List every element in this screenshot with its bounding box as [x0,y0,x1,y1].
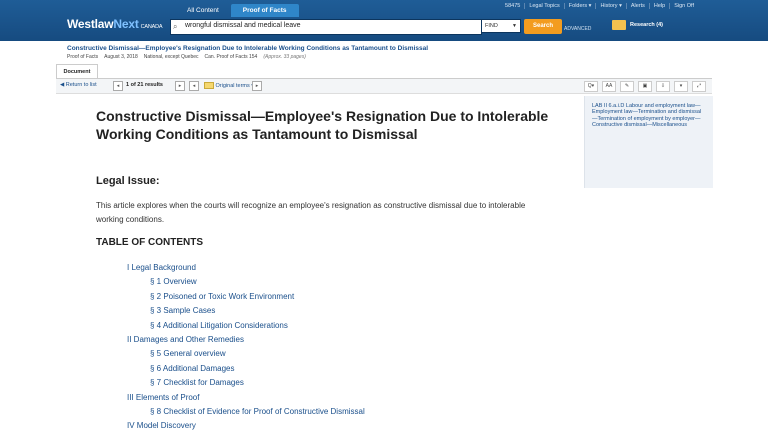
page-title: Constructive Dismissal—Employee's Resignation Due to Intolerable Working Conditions as Tantamount to Dismissal [96,108,549,142]
document-meta [67,54,306,60]
search-input[interactable]: wrongful dismissal and medical leave [185,22,301,29]
search-within-icon[interactable]: Q▾ [584,81,598,92]
top-navigation-bar [0,0,768,41]
content-tabs [175,4,299,17]
research-folder-button[interactable] [612,20,663,30]
original-terms-label: Original terms [215,82,250,89]
annotate-icon[interactable]: ✎ [620,81,634,92]
download-icon[interactable]: ⇩ [656,81,670,92]
classification-sidebar [584,96,713,188]
toc-link[interactable]: II Damages and Other Remedies [127,334,244,344]
next-term-button[interactable]: ▸ [252,81,262,91]
toc-link[interactable]: § 3 Sample Cases [150,306,216,316]
tab-document[interactable]: Document [56,64,98,79]
toc-link[interactable]: § 2 Poisoned or Toxic Work Environment [150,291,295,301]
toc-link[interactable]: I Legal Background [127,263,196,272]
return-label: Return to list [65,82,97,88]
toc-link[interactable]: § 8 Checklist of Evidence for Proof of Constructive Dismissal [150,406,365,416]
find-dropdown[interactable] [481,19,521,33]
folder-icon[interactable]: ▣ [638,81,652,92]
more-options-icon[interactable]: ▾ [674,81,688,92]
search-button[interactable]: Search [524,19,562,34]
util-link-client-id[interactable]: 58475 [505,3,521,9]
highlight-icon [204,82,214,89]
toc-link[interactable]: § 6 Additional Damages [150,363,235,373]
find-label: FIND [485,23,498,29]
util-link-legal-topics[interactable]: Legal Topics [524,3,563,9]
legal-issue-text: This article explores when the courts will recognize an employee's resignation as constructive dismissal due to intolerable working conditions. [96,201,526,224]
meta-type: Proof of Facts [67,54,99,60]
expand-icon[interactable]: ⤢ [692,81,706,92]
tab-all-content[interactable]: All Content [187,7,219,14]
original-terms-dropdown[interactable] [204,82,254,89]
document-breadcrumb-title[interactable]: Constructive Dismissal—Employee's Resignation Due to Intolerable Working Conditions as Tantamount to Dismissal [67,45,429,52]
search-icon: ⌕ [173,22,178,31]
util-link-help[interactable]: Help [649,3,669,9]
toc-link[interactable]: § 5 General overview [150,349,226,359]
util-link-history[interactable]: History ▾ [595,3,625,9]
previous-term-button[interactable]: ◂ [189,81,199,91]
previous-result-button[interactable]: ◂ [113,81,123,91]
logo-region: CANADA [140,24,163,30]
meta-citation: Can. Proof of Facts 154 [204,54,258,60]
document-tools [584,81,706,92]
toc-link[interactable]: § 7 Checklist for Damages [150,378,244,388]
toc-link[interactable]: III Elements of Proof [127,392,200,402]
chevron-down-icon: ▼ [512,23,517,29]
return-to-list-link[interactable] [60,82,97,88]
toc-link[interactable]: § 4 Additional Litigation Considerations [150,320,288,330]
result-position: 1 of 21 results [126,82,163,88]
table-of-contents [127,261,365,434]
toc-link[interactable]: § 1 Overview [150,277,197,287]
text-size-icon[interactable]: AA [602,81,616,92]
logo-westlaw: Westlaw [67,17,114,31]
next-result-button[interactable]: ▸ [175,81,185,91]
legal-issue-heading: Legal Issue: [96,175,160,187]
meta-date: August 3, 2018 [104,54,138,60]
search-box[interactable] [170,19,482,35]
logo-next: Next [113,17,139,31]
westlaw-logo[interactable] [67,17,162,31]
util-link-sign-off[interactable]: Sign Off [669,3,698,9]
utility-links [501,3,698,9]
toc-link[interactable]: IV Model Discovery [127,421,196,431]
back-arrow-icon: ◀ [60,82,65,88]
util-link-alerts[interactable]: Alerts [626,3,649,9]
meta-jurisdiction: National, except Quebec [143,54,199,60]
tab-proof-of-facts[interactable]: Proof of Facts [231,4,299,17]
toc-heading: TABLE OF CONTENTS [96,237,204,248]
research-label: Research (4) [630,22,664,28]
meta-pages: (Approx. 33 pages) [263,54,306,60]
util-link-folders[interactable]: Folders ▾ [564,3,596,9]
folder-icon [612,20,626,30]
classification-link[interactable]: LAB II 6.a.i.D Labour and employment law—Employment law—Termination and dismissal—Termination of employment by employer—Constructive dismissal—Miscellaneous [592,103,702,128]
document-toolbar [56,78,712,94]
advanced-search-link[interactable]: ADVANCED [564,26,592,32]
